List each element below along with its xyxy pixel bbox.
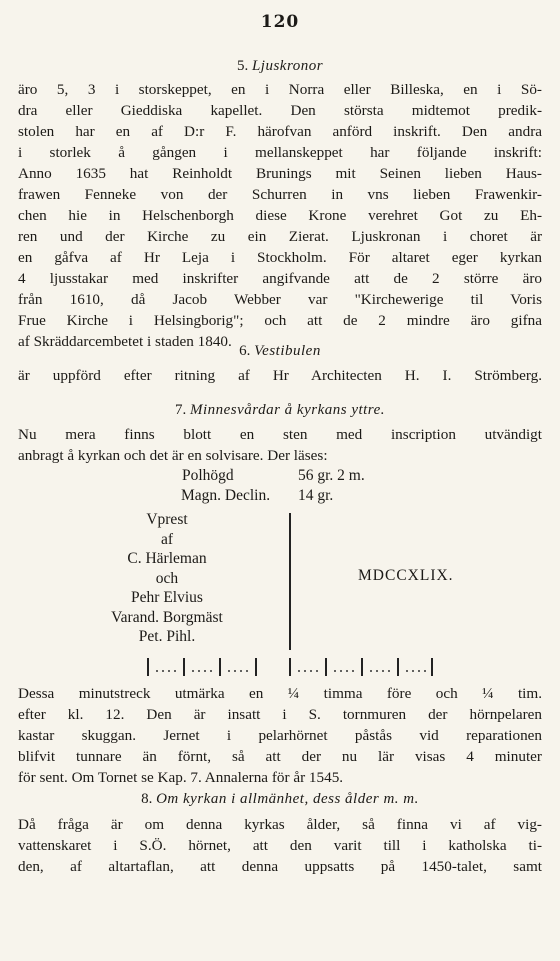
section-7-heading <box>0 402 560 419</box>
section-6-title: Vestibulen <box>254 343 321 359</box>
section-5-title: Ljuskronor <box>251 58 324 74</box>
declination-label: Magn. Declin. <box>181 487 271 504</box>
scale-dot <box>228 670 230 672</box>
scale-dot <box>210 670 212 672</box>
text-line: 4 ljusstakar med inskrifter angifvande att de 2 större äro <box>18 270 542 287</box>
text-line: Nu mera finns blott en sten med inscription utvändigt <box>18 426 542 443</box>
scale-tick <box>431 658 433 676</box>
text-line: är uppförd efter ritning af Hr Architecten H. I. Strömberg. <box>18 367 542 384</box>
scale-dot <box>234 670 236 672</box>
text-line: i storlek å gången i mellanskeppet har följande inskrift: <box>18 144 542 161</box>
section-6-heading <box>0 343 560 360</box>
declination-value: 14 gr. <box>298 487 334 504</box>
inscription-names <box>92 510 242 647</box>
polhogd-value: 56 gr. 2 m. <box>298 467 365 484</box>
text-line: frawen Fenneke von der Schurren in vns lieben Frawenkir- <box>18 186 542 203</box>
scale-dot <box>192 670 194 672</box>
text-line: efter kl. 12. Den är insatt i S. tornmuren der hörnpelaren <box>18 706 542 723</box>
scale-dot <box>174 670 176 672</box>
scale-dot <box>352 670 354 672</box>
scale-dot <box>376 670 378 672</box>
inscription-line: Pet. Pihl. <box>138 628 196 645</box>
scale-dot <box>382 670 384 672</box>
scale-tick <box>147 658 149 676</box>
scale-dot <box>406 670 408 672</box>
scale-dot <box>412 670 414 672</box>
text-line: Dessa minutstreck utmärka en ¼ timma före och ¼ tim. <box>18 685 542 702</box>
inscription-line: Varand. Borgmäst <box>111 608 223 626</box>
scale-dot <box>156 670 158 672</box>
text-line: dra eller Gieddiska kapellet. Den största midtemot predik- <box>18 102 542 119</box>
page-number: 120 <box>260 12 300 32</box>
scale-dot <box>240 670 242 672</box>
scale-dot <box>198 670 200 672</box>
scale-dot <box>346 670 348 672</box>
text-line: Anno 1635 hat Reinholdt Brunings mit Seinen lieben Haus- <box>18 165 542 182</box>
sundial-minute-scale <box>147 656 433 678</box>
text-line: kastar skuggan. Jernet i pelarhörnet påstås vid reparationen <box>18 727 542 744</box>
section-7-text <box>18 424 542 466</box>
scale-dot <box>340 670 342 672</box>
scale-dot <box>424 670 426 672</box>
scale-dot <box>246 670 248 672</box>
scale-tick <box>183 658 185 676</box>
sundial-description <box>18 683 542 788</box>
text-line: chen hie in Helschenborgh diese Krone verehret Got zu Eh- <box>18 207 542 224</box>
scale-dot <box>370 670 372 672</box>
inscription-line: Pehr Elvius <box>131 589 203 606</box>
scale-tick <box>219 658 221 676</box>
scale-dot <box>204 670 206 672</box>
section-5-text <box>18 79 542 352</box>
text-line: från 1610, då Jacob Webber var "Kirchewerige til Voris <box>18 291 542 308</box>
scale-dot <box>418 670 420 672</box>
scale-dot <box>388 670 390 672</box>
inscription-line: af <box>160 530 174 548</box>
section-6-text <box>18 365 542 386</box>
section-7-number: 7. <box>174 402 187 418</box>
text-line: blifvit tunnare än förnt, så att der nu lär visas 4 minuter <box>18 748 542 765</box>
scale-dot <box>310 670 312 672</box>
text-line: för sent. Om Tornet se Kap. 7. Annalerna för år 1545. <box>18 769 344 786</box>
inscription-line: och <box>155 569 179 587</box>
inscription-line: C. Härleman <box>127 550 207 567</box>
section-5-heading <box>0 58 560 75</box>
inscription-line: Vprest <box>146 511 188 528</box>
text-line: äro 5, 3 i storskeppet, en i Norra eller Billeska, en i Sö- <box>18 81 542 98</box>
polhogd-label: Polhögd <box>182 467 234 484</box>
scale-tick <box>289 658 291 676</box>
text-line: en gåfva af Hr Leja i Stockholm. För altaret eger kyrkan <box>18 249 542 266</box>
text-line: vattenskaret i S.Ö. hörnet, att den varit till i katholska ti- <box>18 837 542 854</box>
scale-dot <box>298 670 300 672</box>
section-8-text <box>18 814 542 877</box>
text-line: den, af altartaflan, att denna uppsatts på 1450-talet, samt <box>18 858 542 875</box>
section-7-title: Minnesvårdar å kyrkans yttre. <box>189 402 385 418</box>
text-line: stolen har en af D:r F. härofvan anförd inskrift. Den andra <box>18 123 542 140</box>
text-line: Då fråga är om denna kyrkas ålder, så finna vi af vig- <box>18 816 542 833</box>
scale-tick <box>361 658 363 676</box>
text-line: Frue Kirche i Helsingborig"; och att de 2 mindre äro gifna <box>18 312 542 329</box>
inscription-year: MDCCXLIX. <box>358 567 454 584</box>
scale-dot <box>304 670 306 672</box>
inscription-divider <box>289 513 291 650</box>
scale-tick <box>397 658 399 676</box>
scale-tick <box>325 658 327 676</box>
section-5-number: 5. <box>236 58 249 74</box>
section-6-number: 6. <box>239 343 251 359</box>
text-line: af Skräddarcembetet i staden 1840. <box>18 333 232 350</box>
scale-dot <box>168 670 170 672</box>
scale-dot <box>162 670 164 672</box>
section-8-number: 8. <box>141 791 153 807</box>
section-8-heading <box>0 791 560 808</box>
scale-tick <box>255 658 257 676</box>
text-line: anbragt å kyrkan och det är en solvisare. Der läses: <box>18 447 328 464</box>
scale-dot <box>316 670 318 672</box>
scale-dot <box>334 670 336 672</box>
text-line: ren und der Kirche zu ein Zierat. Ljuskronan i choret är <box>18 228 542 245</box>
section-8-title: Om kyrkan i allmänhet, dess ålder m. m. <box>156 791 419 807</box>
